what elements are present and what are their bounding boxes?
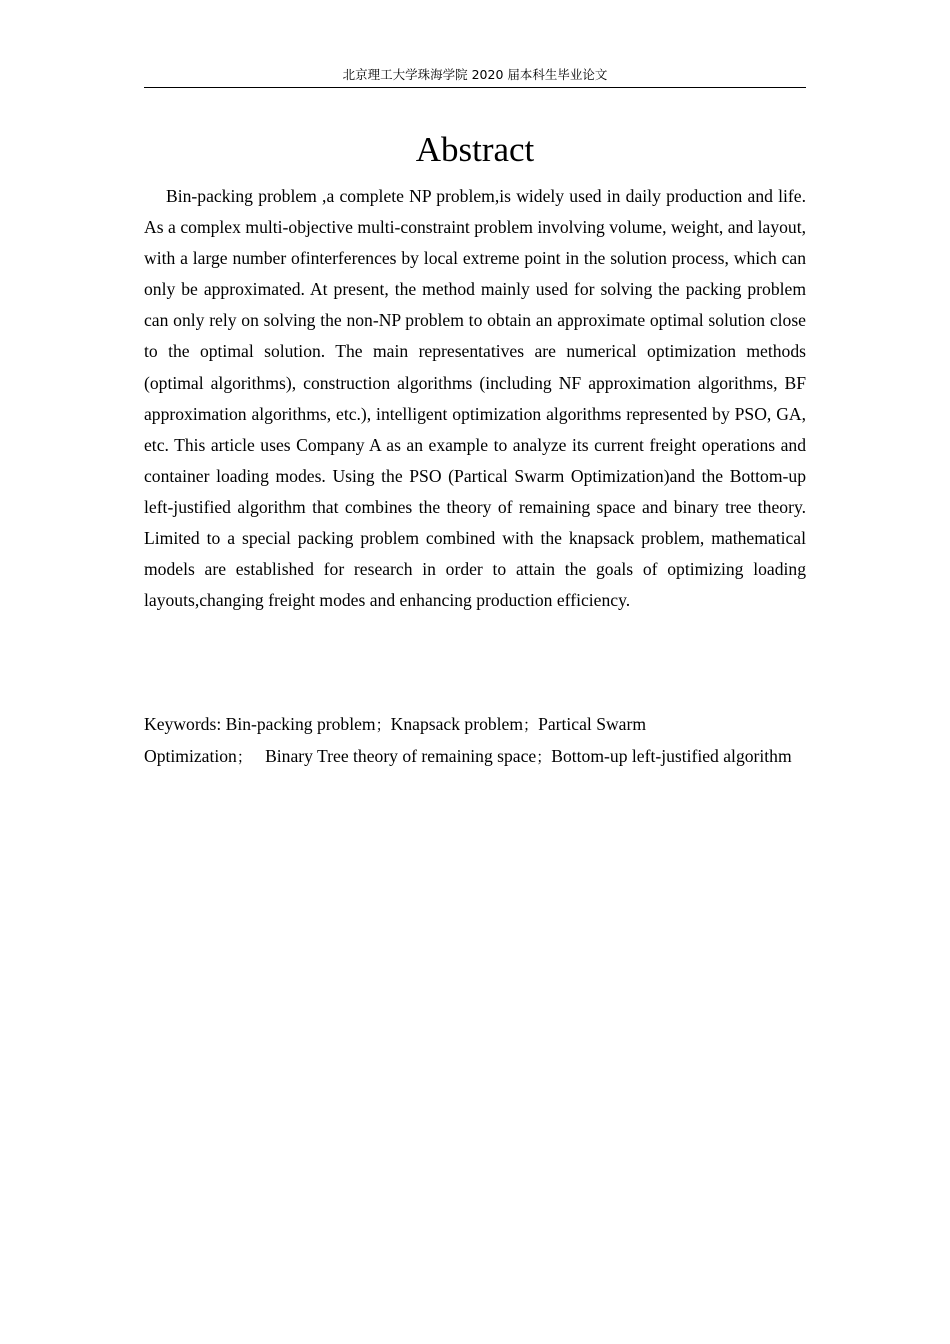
keyword-separator: ； (236, 748, 252, 767)
keywords-label: Keywords: (144, 714, 226, 734)
keyword-item: Partical Swarm Optimization (144, 714, 647, 767)
keyword-separator: ； (523, 716, 539, 734)
keyword-item: Bin-packing problem (225, 714, 376, 734)
running-header: 北京理工大学珠海学院 2020 届本科生毕业论文 (342, 67, 608, 82)
keyword-item: Knapsack problem (390, 714, 524, 734)
abstract-body: Bin-packing problem ,a complete NP problem,is widely used in daily production and life. As a complex multi-objective multi-constraint problem involving volume, weight, and layout, with a large number ofinterferences by local extreme point in the solution process, which can only be approximated. At present, the method mainly used for solving the packing problem can only rely on solving the non-NP problem to obtain an approximate optimal solution close to the optimal solution. The main representatives are numerical optimization methods (optimal algorithms), construction algorithms (including NF approximation algorithms, BF approximation algorithms, etc.), intelligent optimization algorithms represented by PSO, GA, etc. This article uses Company A as an example to analyze its current freight operations and container loading modes. Using the PSO (Partical Swarm Optimization)and the Bottom-up left-justified algorithm that combines the theory of remaining space and binary tree theory. Limited to a special packing problem combined with the knapsack problem, mathematical models are established for research in order to attain the goals of optimizing loading layouts,changing freight modes and enhancing production efficiency. (144, 186, 806, 611)
page-title: Abstract (415, 130, 535, 169)
keyword-separator: ； (375, 716, 391, 734)
keyword-separator: ； (536, 748, 552, 767)
keyword-item: Binary Tree theory of remaining space (265, 746, 537, 767)
header-rule (144, 87, 806, 88)
keywords-line (144, 709, 806, 773)
keyword-item: Bottom-up left-justified algorithm (551, 746, 792, 767)
